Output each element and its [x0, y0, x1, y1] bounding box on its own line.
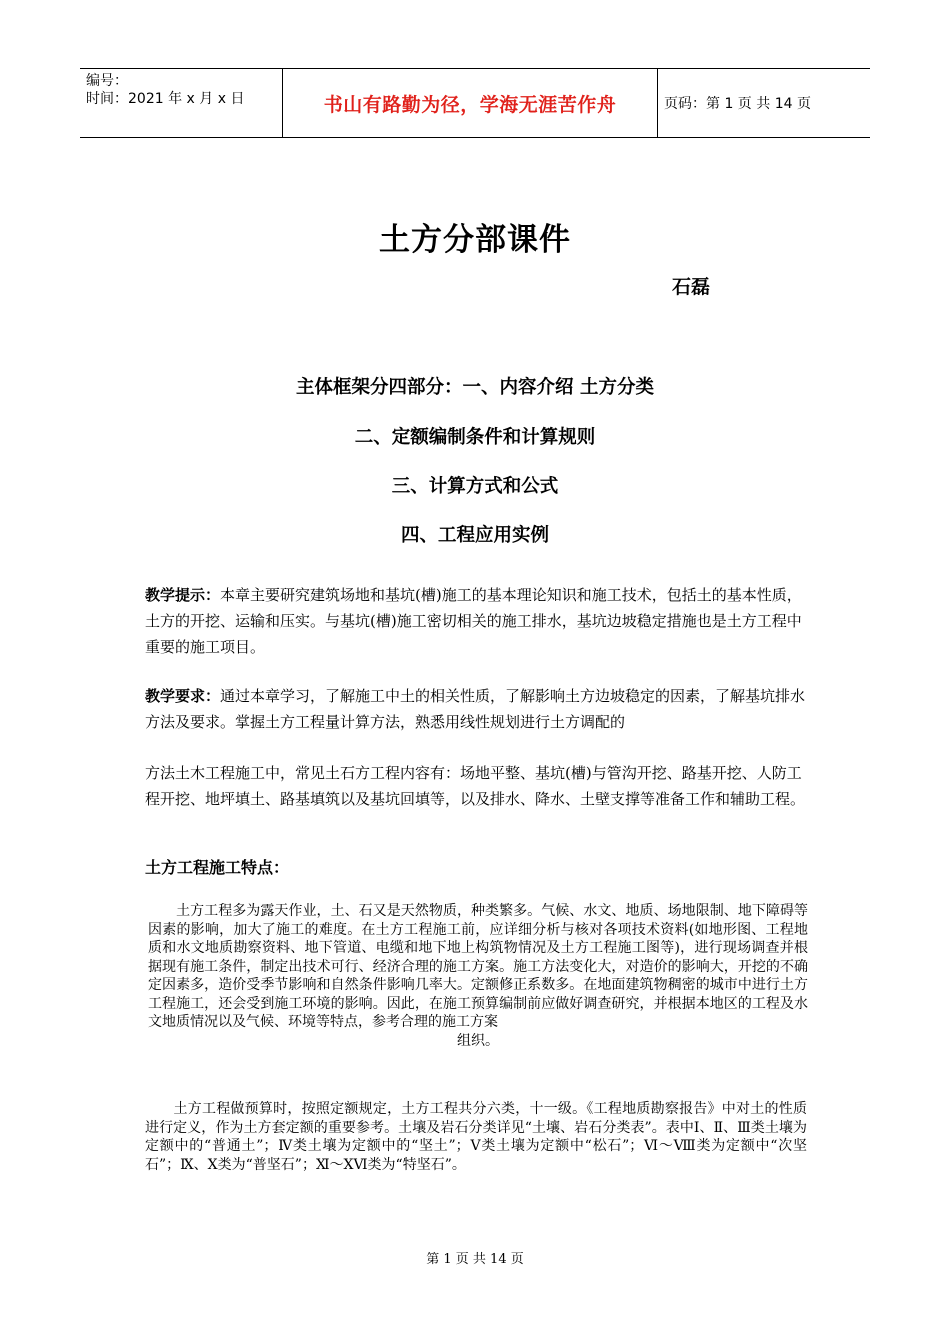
teaching-requirements-text: 通过本章学习，了解施工中土的相关性质，了解影响土方边坡稳定的因素，了解基坑排水方法及要求。掌握土方工程量计算方法，熟悉用线性规划进行土方调配的	[145, 687, 806, 731]
framework-line-1: 主体框架分四部分：一、内容介绍 土方分类	[296, 377, 654, 398]
framework-line-4: 四、工程应用实例	[400, 525, 549, 546]
header-meta	[80, 69, 282, 137]
document-title: 土方分部课件	[379, 222, 571, 258]
teaching-tips-label: 教学提示：	[145, 586, 221, 604]
teaching-tips-paragraph	[145, 582, 807, 660]
teaching-requirements-label: 教学要求：	[145, 687, 221, 705]
header-table	[80, 68, 870, 138]
document-author: 石磊	[672, 276, 711, 298]
page-footer: 第 1 页 共 14 页	[426, 1252, 524, 1267]
features-last-line: 组织。	[457, 1032, 499, 1049]
header-motto: 书山有路勤为径，学海无涯苦作舟	[323, 93, 617, 116]
header-page-info: 页码：第 1 页 共 14 页	[664, 96, 811, 112]
budget-paragraph: 土方工程做预算时，按照定额规定，土方工程共分六类，十一级。《工程地质勘察报告》中对土的性质进行定义，作为土方套定额的重要参考。土壤及岩石分类详见“土壤、岩石分类表”。表中Ⅰ、Ⅱ、Ⅲ类土壤为定额中的“普通土”；Ⅳ类土壤为定额中的“坚土”；Ⅴ类土壤为定额中“松石”；Ⅵ～Ⅷ类为定额中“次坚石”；Ⅸ、Ⅹ类为“普坚石”；Ⅺ～ⅩⅥ类为“特坚石”。	[145, 1101, 807, 1173]
features-paragraph	[148, 902, 808, 1050]
header-motto-cell	[282, 69, 658, 137]
document-number: 编号：	[86, 73, 128, 89]
framework-line-3: 三、计算方式和公式	[391, 476, 559, 497]
teaching-tips-text: 本章主要研究建筑场地和基坑(槽)施工的基本理论知识和施工技术，包括土的基本性质，土方的开挖、运输和压实。与基坑(槽)施工密切相关的施工排水，基坑边坡稳定措施也是土方工程中重要的施工项目。	[145, 586, 802, 656]
features-heading: 土方工程施工特点：	[145, 858, 290, 877]
features-text: 土方工程多为露天作业，土、石又是天然物质，种类繁多。气候、水文、地质、场地限制、地下障碍等因素的影响，加大了施工的难度。在土方工程施工前，应详细分析与核对各项技术资料(如地形图、工程地质和水文地质勘察资料、地下管道、电缆和地下地上构筑物情况及土方工程施工图等)，进行现场调查并根据现有施工条件，制定出技术可行、经济合理的施工方案。施工方法变化大，对造价的影响大，开挖的不确定因素多，造价受季节影响和自然条件影响几率大。定额修正系数多。在地面建筑物稠密的城市中进行土方工程施工，还会受到施工环境的影响。因此，在施工预算编制前应做好调查研究，并根据本地区的工程及水文地质情况以及气候、环境等特点，参考合理的施工方案	[148, 903, 808, 1030]
document-date: 时间：2021 年 x 月 x 日	[86, 91, 245, 107]
methods-paragraph: 方法土木工程施工中，常见土石方工程内容有：场地平整、基坑(槽)与管沟开挖、路基开挖、人防工程开挖、地坪填土、路基填筑以及基坑回填等，以及排水、降水、土壁支撑等准备工作和辅助工程。	[145, 764, 806, 808]
teaching-requirements-paragraph	[145, 683, 807, 735]
framework-line-2: 二、定额编制条件和计算规则	[354, 427, 596, 448]
